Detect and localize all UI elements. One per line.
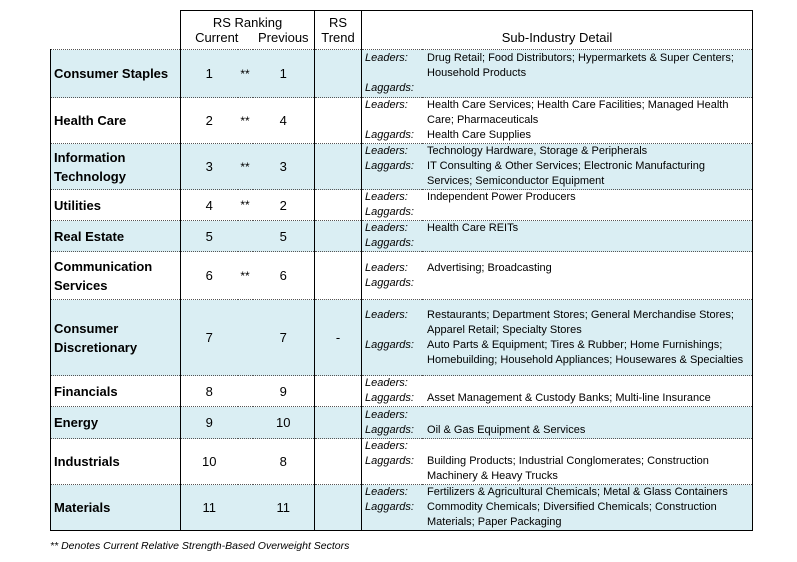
- laggards-text: Asset Management & Custody Banks; Multi-line Insurance: [427, 392, 711, 404]
- header-rs: RS: [315, 11, 362, 31]
- sub-industry-detail: [362, 300, 753, 376]
- table-row: [51, 485, 753, 531]
- sector-name: Energy: [51, 407, 181, 439]
- header-previous: Previous: [257, 30, 309, 45]
- rs-ranking-table: [50, 10, 753, 531]
- current-rank: 4: [181, 190, 238, 221]
- footnote: ** Denotes Current Relative Strength-Based Overweight Sectors: [50, 540, 350, 552]
- rs-trend: [315, 50, 362, 98]
- laggards-label: Laggards:: [365, 237, 414, 249]
- sub-industry-detail: [362, 221, 753, 252]
- leaders-label: Leaders:: [365, 377, 408, 389]
- sub-industry-detail: [362, 439, 753, 485]
- sector-name: Consumer Staples: [51, 50, 181, 98]
- laggards-text: Auto Parts & Equipment; Tires & Rubber; Home Furnishings; Homebuilding; Household Appliances; Housewares & Specialties: [427, 338, 744, 366]
- previous-rank: 2: [253, 190, 315, 221]
- rs-trend: [315, 439, 362, 485]
- current-rank: 2: [181, 98, 238, 144]
- header-sub-industry-detail: Sub-Industry Detail: [362, 30, 753, 50]
- overweight-marker: [238, 221, 253, 252]
- previous-rank: 8: [253, 439, 315, 485]
- laggards-label: Laggards:: [365, 501, 414, 513]
- previous-rank: 10: [253, 407, 315, 439]
- current-rank: 8: [181, 376, 238, 407]
- rs-trend: -: [315, 300, 362, 376]
- leaders-label: Leaders:: [365, 99, 408, 111]
- rs-trend: [315, 221, 362, 252]
- overweight-marker: [238, 376, 253, 407]
- leaders-label: Leaders:: [365, 408, 408, 421]
- leaders-text: Advertising; Broadcasting: [427, 261, 552, 274]
- leaders-text: Drug Retail; Food Distributors; Hypermarkets & Super Centers; Household Products: [427, 52, 734, 79]
- overweight-marker: **: [238, 190, 253, 221]
- laggards-text: [425, 205, 752, 220]
- leaders-text: Technology Hardware, Storage & Peripherals: [427, 145, 648, 157]
- detail-table: [362, 439, 752, 484]
- overweight-marker: [238, 407, 253, 439]
- sub-industry-detail: [362, 190, 753, 221]
- detail-table: [362, 98, 752, 143]
- laggards-label: Laggards:: [365, 455, 414, 467]
- previous-rank: 1: [253, 50, 315, 98]
- previous-rank: 11: [253, 485, 315, 531]
- previous-rank: 7: [253, 300, 315, 376]
- overweight-marker: **: [238, 98, 253, 144]
- current-rank: 11: [181, 485, 238, 531]
- header-trend: Trend: [315, 30, 362, 50]
- rs-trend: [315, 376, 362, 407]
- laggards-text: Commodity Chemicals; Diversified Chemicals; Construction Materials; Paper Packaging: [427, 501, 717, 528]
- previous-rank: 5: [253, 221, 315, 252]
- table-row: [51, 252, 753, 300]
- table-row: [51, 407, 753, 439]
- leaders-label: Leaders:: [365, 145, 408, 157]
- detail-table: [362, 261, 752, 291]
- overweight-marker: **: [238, 50, 253, 98]
- leaders-label: Leaders:: [365, 222, 408, 234]
- table-row: [51, 300, 753, 376]
- previous-rank: 4: [253, 98, 315, 144]
- detail-table: [362, 190, 752, 220]
- rs-trend: [315, 144, 362, 190]
- header-current: Current: [181, 30, 253, 50]
- table-row: [51, 439, 753, 485]
- sub-industry-detail: [362, 50, 753, 98]
- leaders-label: Leaders:: [365, 261, 408, 274]
- sector-name: Real Estate: [51, 221, 181, 252]
- sub-industry-detail: [362, 485, 753, 531]
- table-row: [51, 376, 753, 407]
- detail-table: [362, 51, 752, 96]
- current-rank: 9: [181, 407, 238, 439]
- leaders-label: Leaders:: [365, 52, 408, 64]
- overweight-marker: [238, 439, 253, 485]
- table-row: [51, 50, 753, 98]
- leaders-text: Independent Power Producers: [427, 191, 576, 203]
- table-row: [51, 98, 753, 144]
- leaders-text: [425, 408, 752, 423]
- leaders-text: Restaurants; Department Stores; General Merchandise Stores; Apparel Retail; Specialty Stores: [427, 308, 734, 336]
- current-rank: 7: [181, 300, 238, 376]
- leaders-text: Fertilizers & Agricultural Chemicals; Metal & Glass Containers: [427, 486, 728, 498]
- leaders-text: Health Care Services; Health Care Facilities; Managed Health Care; Pharmaceuticals: [427, 99, 729, 126]
- detail-table: [362, 408, 752, 438]
- laggards-label: Laggards:: [365, 160, 414, 172]
- laggards-label: Laggards:: [365, 423, 414, 436]
- laggards-text: IT Consulting & Other Services; Electronic Manufacturing Services; Semiconductor Equipment: [427, 160, 705, 187]
- leaders-text: Health Care REITs: [427, 222, 519, 234]
- laggards-text: Oil & Gas Equipment & Services: [427, 423, 586, 436]
- current-rank: 3: [181, 144, 238, 190]
- detail-table: [362, 376, 752, 406]
- detail-table: [362, 144, 752, 189]
- previous-rank: 3: [253, 144, 315, 190]
- rs-trend: [315, 98, 362, 144]
- header-rs-ranking: RS Ranking: [181, 11, 315, 31]
- overweight-marker: [238, 300, 253, 376]
- laggards-text: [425, 276, 752, 291]
- table-row: [51, 190, 753, 221]
- header-blank-2: [51, 30, 181, 50]
- laggards-text: [425, 81, 752, 96]
- leaders-text: [425, 376, 752, 391]
- sub-industry-detail: [362, 376, 753, 407]
- rs-trend: [315, 485, 362, 531]
- overweight-marker: [238, 485, 253, 531]
- header-blank-detail: [362, 11, 753, 31]
- header-blank: [51, 11, 181, 31]
- leaders-text: [425, 439, 752, 454]
- current-rank: 6: [181, 252, 238, 300]
- sector-name: Industrials: [51, 439, 181, 485]
- detail-table: [362, 308, 752, 368]
- table-body: [51, 50, 753, 531]
- rs-trend: [315, 407, 362, 439]
- detail-table: [362, 485, 752, 530]
- leaders-label: Leaders:: [365, 308, 408, 321]
- sector-name: Financials: [51, 376, 181, 407]
- current-rank: 5: [181, 221, 238, 252]
- leaders-label: Leaders:: [365, 486, 408, 498]
- sub-industry-detail: [362, 98, 753, 144]
- sub-industry-detail: [362, 252, 753, 300]
- sector-name: Materials: [51, 485, 181, 531]
- table-row: [51, 144, 753, 190]
- overweight-marker: **: [238, 144, 253, 190]
- current-rank: 1: [181, 50, 238, 98]
- detail-table: [362, 221, 752, 251]
- laggards-label: Laggards:: [365, 82, 414, 94]
- laggards-text: [425, 236, 752, 251]
- rs-trend: [315, 190, 362, 221]
- rs-ranking-table-container: [50, 10, 752, 531]
- leaders-label: Leaders:: [365, 191, 408, 203]
- current-rank: 10: [181, 439, 238, 485]
- table-row: [51, 221, 753, 252]
- sector-name: Health Care: [51, 98, 181, 144]
- sub-industry-detail: [362, 144, 753, 190]
- overweight-marker: **: [238, 252, 253, 300]
- laggards-label: Laggards:: [365, 206, 414, 218]
- leaders-label: Leaders:: [365, 440, 408, 452]
- laggards-text: Health Care Supplies: [427, 129, 531, 141]
- sector-name: Utilities: [51, 190, 181, 221]
- previous-rank: 6: [253, 252, 315, 300]
- laggards-label: Laggards:: [365, 338, 414, 351]
- sector-name: Information Technology: [51, 144, 181, 190]
- previous-rank: 9: [253, 376, 315, 407]
- laggards-text: Building Products; Industrial Conglomerates; Construction Machinery & Heavy Trucks: [427, 455, 709, 482]
- sub-industry-detail: [362, 407, 753, 439]
- laggards-label: Laggards:: [365, 276, 414, 289]
- laggards-label: Laggards:: [365, 129, 414, 141]
- laggards-label: Laggards:: [365, 392, 414, 404]
- sector-name: Communication Services: [51, 252, 181, 300]
- rs-trend: [315, 252, 362, 300]
- sector-name: Consumer Discretionary: [51, 300, 181, 376]
